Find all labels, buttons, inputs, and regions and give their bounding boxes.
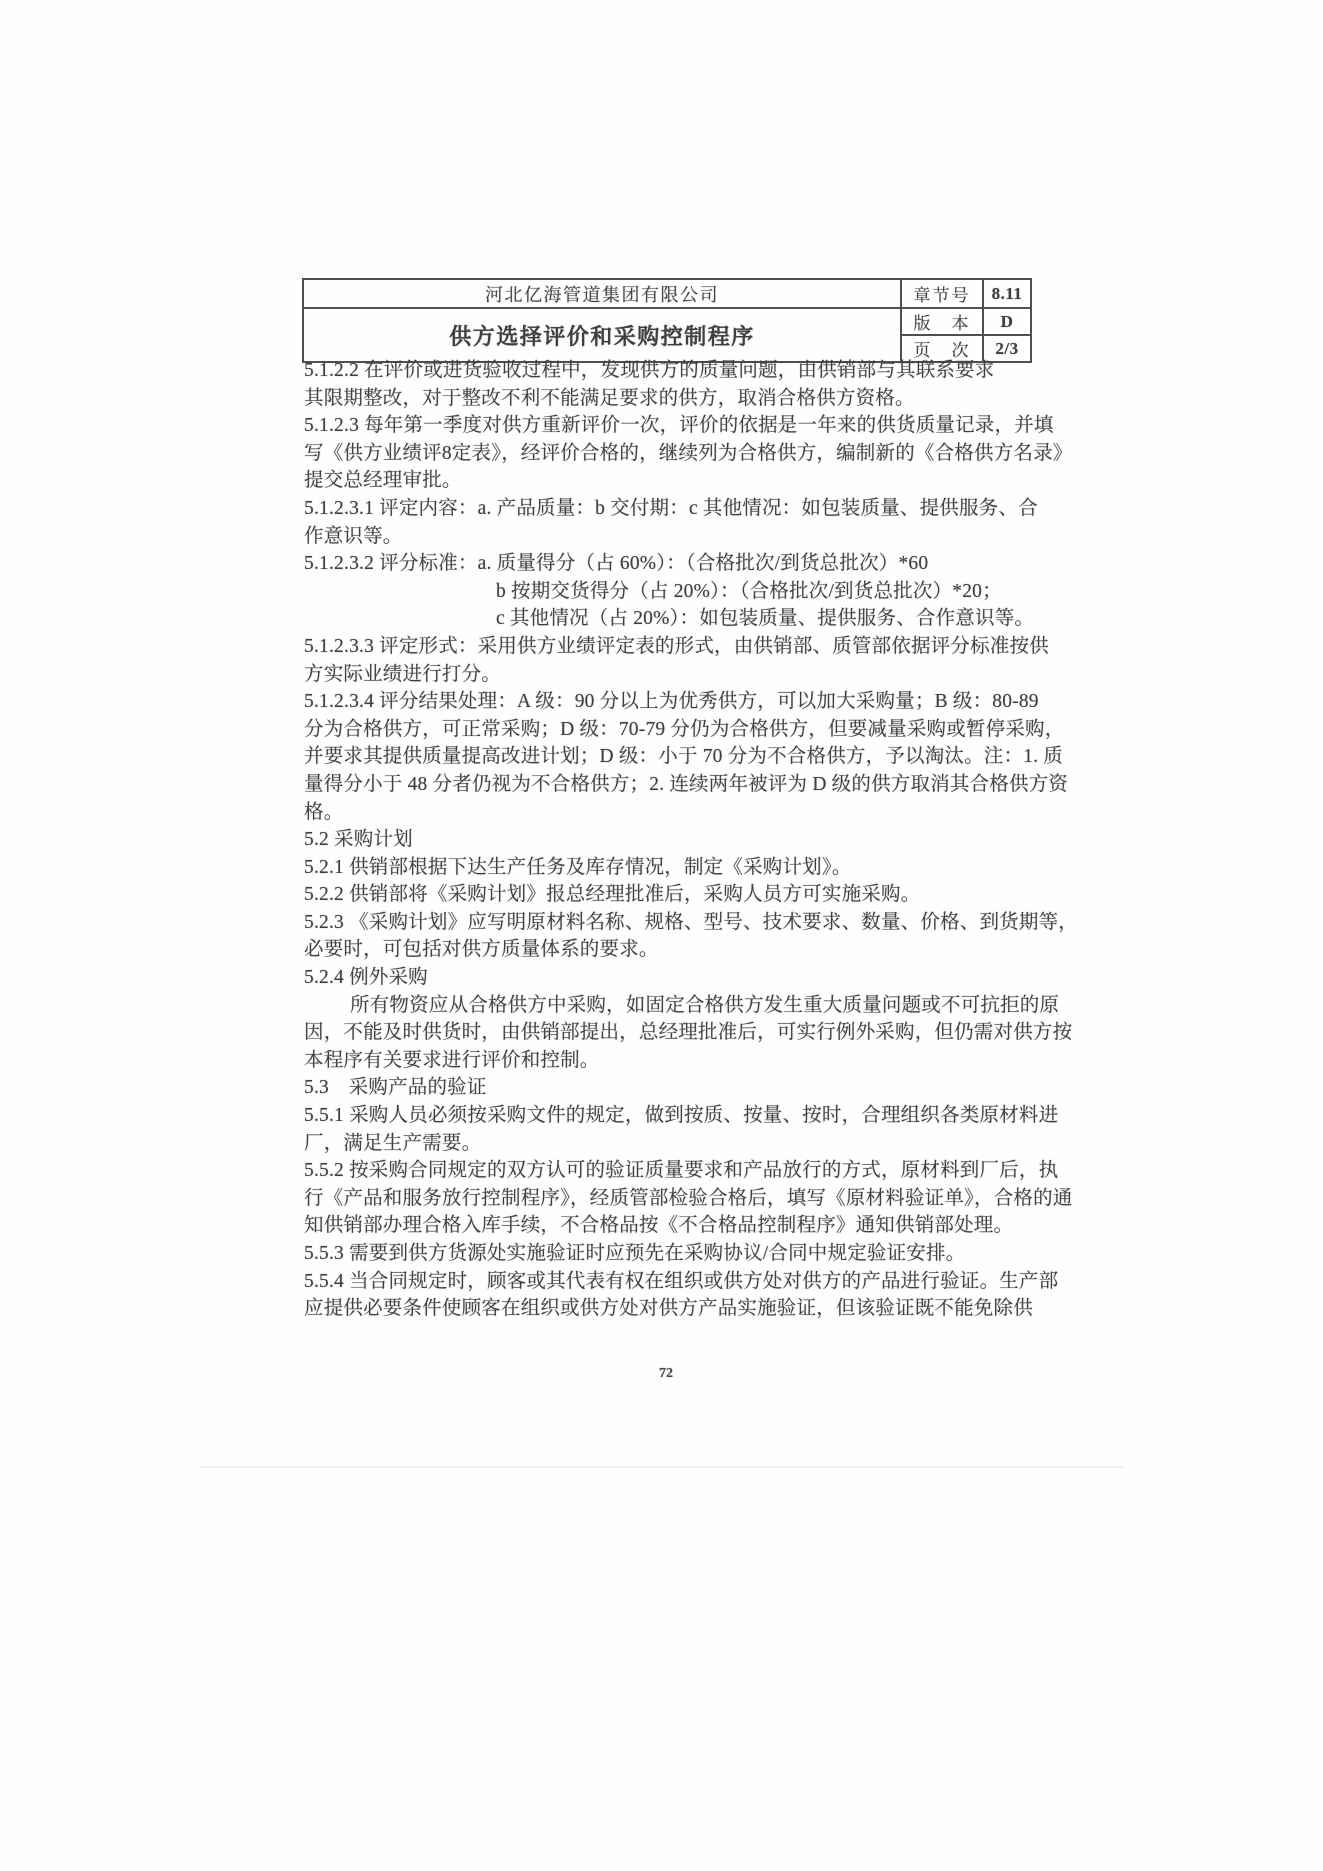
page-edge-divider xyxy=(200,1466,1123,1468)
body-line: 5.2.2 供销部将《采购计划》报总经理批准后，采购人员方可实施采购。 xyxy=(304,884,921,906)
body-line: 5.2.4 例外采购 xyxy=(304,967,428,989)
header-row-2 xyxy=(303,308,1031,335)
page-index-label: 页 次 xyxy=(901,335,983,362)
body-line: 量得分小于 48 分者仍视为不合格供方；2. 连续两年被评为 D 级的供方取消其合格供方资 xyxy=(304,773,1069,795)
body-line: 方实际业绩进行打分。 xyxy=(304,663,502,685)
body-line: 5.1.2.3.2 评分标准：a. 质量得分（占 60%）：（合格批次/到货总批次）*60 xyxy=(304,553,929,575)
body-line: 知供销部办理合格入库手续，不合格品按《不合格品控制程序》通知供销部处理。 xyxy=(304,1215,1014,1237)
body-line: 应提供必要条件使顾客在组织或供方处对供方产品实施验证，但该验证既不能免除供 xyxy=(304,1298,1033,1320)
body-line: c 其他情况（占 20%）：如包装质量、提供服务、合作意识等。 xyxy=(496,608,1035,630)
body-line: 作意识等。 xyxy=(304,525,403,547)
body-line: 5.1.2.3.4 评分结果处理：A 级：90 分以上为优秀供方，可以加大采购量；B 级：80-89 xyxy=(304,691,1039,713)
body-line: 5.2 采购计划 xyxy=(304,829,413,851)
page-number: 72 xyxy=(659,1366,673,1381)
header-row-1 xyxy=(303,279,1031,308)
body-line: 写《供方业绩评8定表》，经评价合格的，继续列为合格供方，编制新的《合格供方名录》 xyxy=(304,442,1073,464)
document-title: 供方选择评价和采购控制程序 xyxy=(303,308,901,362)
body-line: 行《产品和服务放行控制程序》，经质管部检验合格后，填写《原材料验证单》，合格的通 xyxy=(304,1187,1073,1209)
page-index-value: 2/3 xyxy=(983,335,1031,362)
version-value: D xyxy=(983,308,1031,335)
body-line: 5.2.3 《采购计划》应写明原材料名称、规格、型号、技术要求、数量、价格、到货期等， xyxy=(304,911,1078,933)
body-line: 5.5.3 需要到供方货源处实施验证时应预先在采购协议/合同中规定验证安排。 xyxy=(304,1243,966,1264)
chapter-number-label: 章节号 xyxy=(901,279,983,308)
body-line: 因，不能及时供货时，由供销部提出，总经理批准后，可实行例外采购，但仍需对供方按 xyxy=(304,1022,1073,1044)
body-line: 分为合格供方，可正常采购；D 级：70-79 分仍为合格供方，但要减量采购或暂停采购， xyxy=(304,718,1065,740)
chapter-number-value: 8.11 xyxy=(983,279,1031,308)
body-line: 厂，满足生产需要。 xyxy=(304,1132,482,1154)
body-line: 5.5.2 按采购合同规定的双方认可的验证质量要求和产品放行的方式，原材料到厂后，执 xyxy=(304,1160,1059,1182)
company-name: 河北亿海管道集团有限公司 xyxy=(303,279,901,308)
body-line: 所有物资应从合格供方中采购，如固定合格供方发生重大质量问题或不可抗拒的原 xyxy=(350,994,1060,1016)
body-line: 其限期整改，对于整改不利不能满足要求的供方，取消合格供方资格。 xyxy=(304,387,915,409)
body-line: 本程序有关要求进行评价和控制。 xyxy=(304,1049,600,1071)
body-line: 5.1.2.3.1 评定内容：a. 产品质量：b 交付期：c 其他情况：如包装质量、提供服务、合 xyxy=(304,497,1038,519)
document-header-table xyxy=(302,278,1032,363)
body-line: 5.5.1 采购人员必须按采购文件的规定，做到按质、按量、按时，合理组织各类原材料进 xyxy=(304,1105,1059,1127)
body-line: 5.3 采购产品的验证 xyxy=(304,1077,487,1099)
body-line: 提交总经理审批。 xyxy=(304,470,462,492)
body-line: 5.2.1 供销部根据下达生产任务及库存情况，制定《采购计划》。 xyxy=(304,856,852,878)
body-line: b 按期交货得分（占 20%）：（合格批次/到货总批次）*20； xyxy=(496,580,1002,602)
body-line: 5.1.2.3 每年第一季度对供方重新评价一次，评价的依据是一年来的供货质量记录，并填 xyxy=(304,415,1054,437)
body-line: 5.1.2.2 在评价或进货验收过程中，发现供方的质量问题，由供销部与其联系要求 xyxy=(304,360,995,381)
body-line: 并要求其提供质量提高改进计划；D 级：小于 70 分为不合格供方，予以淘汰。注：1. 质 xyxy=(304,746,1064,768)
body-line: 必要时，可包括对供方质量体系的要求。 xyxy=(304,939,659,961)
version-label: 版 本 xyxy=(901,308,983,335)
document-body xyxy=(304,357,1078,1323)
body-line: 5.5.4 当合同规定时，顾客或其代表有权在组织或供方处对供方的产品进行验证。生产部 xyxy=(304,1270,1059,1292)
body-line: 5.1.2.3.3 评定形式：采用供方业绩评定表的形式，由供销部、质管部依据评分标准按供 xyxy=(304,635,1049,657)
body-line: 格。 xyxy=(304,801,344,823)
